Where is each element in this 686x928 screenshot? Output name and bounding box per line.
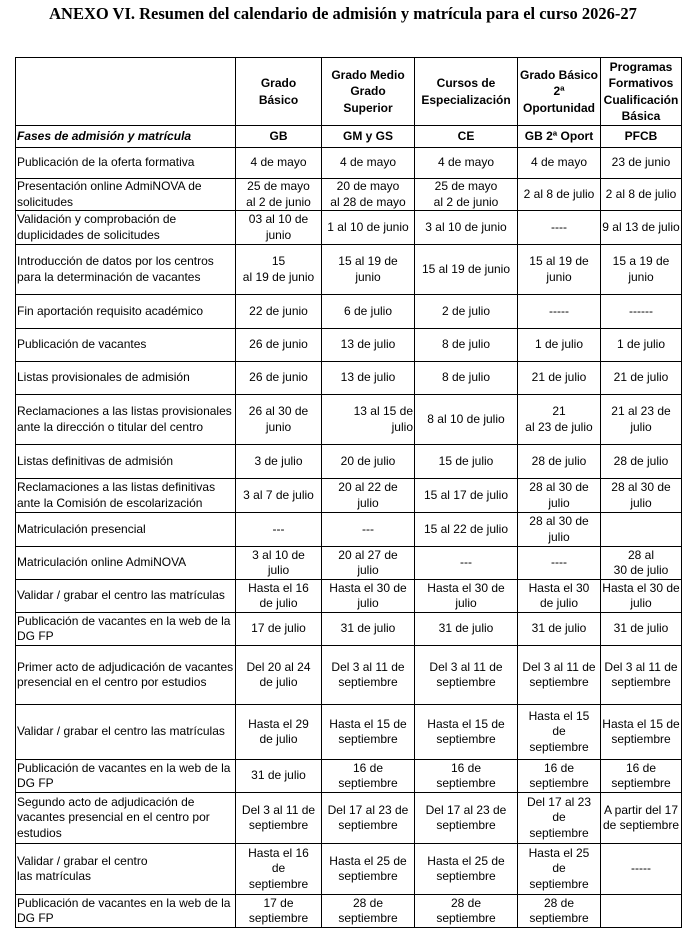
- date-cell: 31 de julio: [518, 613, 601, 646]
- date-cell: 28 de julio: [518, 445, 601, 479]
- date-cell: 28 de septiembre: [322, 895, 415, 928]
- column-header: Grado Básico 2ª Oportunidad: [518, 58, 601, 126]
- table-row: [16, 844, 682, 895]
- phase-label: Primer acto de adjudicación de vacantes presencial en el centro por estudios: [16, 646, 236, 705]
- phase-label: Presentación online AdmiNOVA de solicitudes: [16, 179, 236, 211]
- date-cell: 28 de julio: [601, 445, 682, 479]
- date-cell: 4 de mayo: [236, 148, 322, 179]
- date-cell: 15 al 17 de julio: [415, 479, 518, 513]
- header-blank-cell: [16, 58, 236, 126]
- date-cell: Hasta el 30 de julio: [322, 580, 415, 613]
- table-row: [16, 295, 682, 329]
- table-row: [16, 613, 682, 646]
- date-cell: [601, 895, 682, 928]
- table-row: [16, 646, 682, 705]
- phase-label: Fin aportación requisito académico: [16, 295, 236, 329]
- date-cell: Hasta el 30 de julio: [415, 580, 518, 613]
- column-code: CE: [415, 126, 518, 148]
- date-cell: Hasta el 15 de septiembre: [601, 705, 682, 760]
- date-cell: 20 de julio: [322, 445, 415, 479]
- date-cell: 28 al 30 de julio: [601, 547, 682, 580]
- phase-label: Publicación de vacantes en la web de la DG FP: [16, 760, 236, 793]
- page-title: ANEXO VI. Resumen del calendario de admisión y matrícula para el curso 2026-27: [49, 4, 637, 23]
- date-cell: 4 de mayo: [415, 148, 518, 179]
- table-row: [16, 245, 682, 295]
- phase-label: Reclamaciones a las listas definitivas ante la Comisión de escolarización: [16, 479, 236, 513]
- date-cell: -----: [518, 295, 601, 329]
- date-cell: 16 de septiembre: [601, 760, 682, 793]
- date-cell: 16 de septiembre: [322, 760, 415, 793]
- phase-label: Introducción de datos por los centros para la determinación de vacantes: [16, 245, 236, 295]
- date-cell: Hasta el 15 de septiembre: [322, 705, 415, 760]
- date-cell: 17 de septiembre: [236, 895, 322, 928]
- date-cell: 13 al 15 de julio: [322, 395, 415, 445]
- date-cell: 3 de julio: [236, 445, 322, 479]
- date-cell: 6 de julio: [322, 295, 415, 329]
- date-cell: 8 de julio: [415, 329, 518, 362]
- phase-label: Reclamaciones a las listas provisionales ante la dirección o titular del centro: [16, 395, 236, 445]
- date-cell: 17 de julio: [236, 613, 322, 646]
- date-cell: 31 de julio: [415, 613, 518, 646]
- column-header: Grado Medio Grado Superior: [322, 58, 415, 126]
- date-cell: ------: [601, 295, 682, 329]
- date-cell: Del 3 al 11 de septiembre: [415, 646, 518, 705]
- date-cell: 15 de julio: [415, 445, 518, 479]
- date-cell: 3 al 10 de julio: [236, 547, 322, 580]
- column-header: Grado Básico: [236, 58, 322, 126]
- date-cell: ----: [518, 547, 601, 580]
- date-cell: 15 al 19 de junio: [415, 245, 518, 295]
- date-cell: Hasta el 25 de septiembre: [415, 844, 518, 895]
- table-row: [16, 895, 682, 928]
- date-cell: 28 al 30 de julio: [601, 479, 682, 513]
- table-row: [16, 793, 682, 844]
- column-code: GM y GS: [322, 126, 415, 148]
- date-cell: 2 de julio: [415, 295, 518, 329]
- date-cell: 2 al 8 de julio: [518, 179, 601, 211]
- date-cell: 1 de julio: [518, 329, 601, 362]
- date-cell: ---: [322, 513, 415, 547]
- date-cell: 20 al 27 de julio: [322, 547, 415, 580]
- table-row: [16, 395, 682, 445]
- date-cell: 15 al 19 de junio: [518, 245, 601, 295]
- date-cell: 21 de julio: [601, 362, 682, 395]
- date-cell: 23 de junio: [601, 148, 682, 179]
- date-cell: 28 de septiembre: [518, 895, 601, 928]
- column-header: Cursos de Especialización: [415, 58, 518, 126]
- date-cell: Hasta el 25 de septiembre: [518, 844, 601, 895]
- date-cell: 28 de septiembre: [415, 895, 518, 928]
- phase-label: Validar / grabar el centro las matrículas: [16, 844, 236, 895]
- date-cell: 13 de julio: [322, 329, 415, 362]
- phase-label: Publicación de vacantes: [16, 329, 236, 362]
- admission-calendar-table: [15, 57, 682, 928]
- column-header: Programas Formativos Cualificación Básica: [601, 58, 682, 126]
- date-cell: Hasta el 30 de julio: [518, 580, 601, 613]
- date-cell: 22 de junio: [236, 295, 322, 329]
- date-cell: Hasta el 29 de julio: [236, 705, 322, 760]
- date-cell: 20 al 22 de julio: [322, 479, 415, 513]
- date-cell: Hasta el 25 de septiembre: [322, 844, 415, 895]
- date-cell: 3 al 7 de julio: [236, 479, 322, 513]
- date-cell: 4 de mayo: [322, 148, 415, 179]
- date-cell: 28 al 30 de julio: [518, 513, 601, 547]
- table-row: [16, 760, 682, 793]
- table-row: [16, 547, 682, 580]
- date-cell: Del 3 al 11 de septiembre: [236, 793, 322, 844]
- date-cell: 21 de julio: [518, 362, 601, 395]
- date-cell: A partir del 17 de septiembre: [601, 793, 682, 844]
- date-cell: 1 al 10 de junio: [322, 211, 415, 245]
- date-cell: 4 de mayo: [518, 148, 601, 179]
- phases-header: Fases de admisión y matrícula: [16, 126, 236, 148]
- date-cell: 21 al 23 de julio: [518, 395, 601, 445]
- table-row: [16, 362, 682, 395]
- phase-label: Listas provisionales de admisión: [16, 362, 236, 395]
- date-cell: ---: [236, 513, 322, 547]
- date-cell: 28 al 30 de julio: [518, 479, 601, 513]
- table-row: [16, 705, 682, 760]
- date-cell: 2 al 8 de julio: [601, 179, 682, 211]
- date-cell: 8 al 10 de julio: [415, 395, 518, 445]
- code-row: [16, 126, 682, 148]
- date-cell: Del 20 al 24 de julio: [236, 646, 322, 705]
- date-cell: Del 3 al 11 de septiembre: [322, 646, 415, 705]
- phase-label: Publicación de vacantes en la web de la DG FP: [16, 895, 236, 928]
- date-cell: Hasta el 30 de julio: [601, 580, 682, 613]
- date-cell: 03 al 10 de junio: [236, 211, 322, 245]
- header-row: [16, 58, 682, 126]
- phase-label: Matriculación online AdmiNOVA: [16, 547, 236, 580]
- date-cell: Hasta el 16 de julio: [236, 580, 322, 613]
- date-cell: 25 de mayo al 2 de junio: [415, 179, 518, 211]
- table-row: [16, 445, 682, 479]
- date-cell: Hasta el 15 de septiembre: [415, 705, 518, 760]
- date-cell: 15 al 19 de junio: [322, 245, 415, 295]
- date-cell: Del 17 al 23 de septiembre: [518, 793, 601, 844]
- date-cell: 26 de junio: [236, 362, 322, 395]
- date-cell: 16 de septiembre: [415, 760, 518, 793]
- date-cell: Hasta el 15 de septiembre: [518, 705, 601, 760]
- table-row: [16, 580, 682, 613]
- table-row: [16, 513, 682, 547]
- column-code: GB 2ª Oport: [518, 126, 601, 148]
- date-cell: 31 de julio: [601, 613, 682, 646]
- table-row: [16, 329, 682, 362]
- table-row: [16, 479, 682, 513]
- phase-label: Matriculación presencial: [16, 513, 236, 547]
- date-cell: 9 al 13 de julio: [601, 211, 682, 245]
- date-cell: [601, 513, 682, 547]
- phase-label: Segundo acto de adjudicación de vacantes presencial en el centro por estudios: [16, 793, 236, 844]
- table-row: [16, 179, 682, 211]
- date-cell: 31 de julio: [236, 760, 322, 793]
- date-cell: 16 de septiembre: [518, 760, 601, 793]
- date-cell: 13 de julio: [322, 362, 415, 395]
- date-cell: -----: [601, 844, 682, 895]
- date-cell: 1 de julio: [601, 329, 682, 362]
- column-code: GB: [236, 126, 322, 148]
- phase-label: Validación y comprobación de duplicidades de solicitudes: [16, 211, 236, 245]
- phase-label: Validar / grabar el centro las matrículas: [16, 580, 236, 613]
- column-code: PFCB: [601, 126, 682, 148]
- date-cell: Del 17 al 23 de septiembre: [415, 793, 518, 844]
- date-cell: 15 al 19 de junio: [236, 245, 322, 295]
- date-cell: Hasta el 16 de septiembre: [236, 844, 322, 895]
- date-cell: 15 al 22 de julio: [415, 513, 518, 547]
- date-cell: 26 de junio: [236, 329, 322, 362]
- date-cell: ---: [415, 547, 518, 580]
- date-cell: 15 a 19 de junio: [601, 245, 682, 295]
- date-cell: 21 al 23 de julio: [601, 395, 682, 445]
- date-cell: 8 de julio: [415, 362, 518, 395]
- phase-label: Listas definitivas de admisión: [16, 445, 236, 479]
- date-cell: 26 al 30 de junio: [236, 395, 322, 445]
- date-cell: ----: [518, 211, 601, 245]
- date-cell: 25 de mayo al 2 de junio: [236, 179, 322, 211]
- date-cell: Del 3 al 11 de septiembre: [518, 646, 601, 705]
- date-cell: Del 17 al 23 de septiembre: [322, 793, 415, 844]
- date-cell: 20 de mayo al 28 de mayo: [322, 179, 415, 211]
- table-row: [16, 211, 682, 245]
- date-cell: 31 de julio: [322, 613, 415, 646]
- phase-label: Publicación de la oferta formativa: [16, 148, 236, 179]
- phase-label: Publicación de vacantes en la web de la DG FP: [16, 613, 236, 646]
- date-cell: 3 al 10 de junio: [415, 211, 518, 245]
- table-row: [16, 148, 682, 179]
- date-cell: Del 3 al 11 de septiembre: [601, 646, 682, 705]
- phase-label: Validar / grabar el centro las matrículas: [16, 705, 236, 760]
